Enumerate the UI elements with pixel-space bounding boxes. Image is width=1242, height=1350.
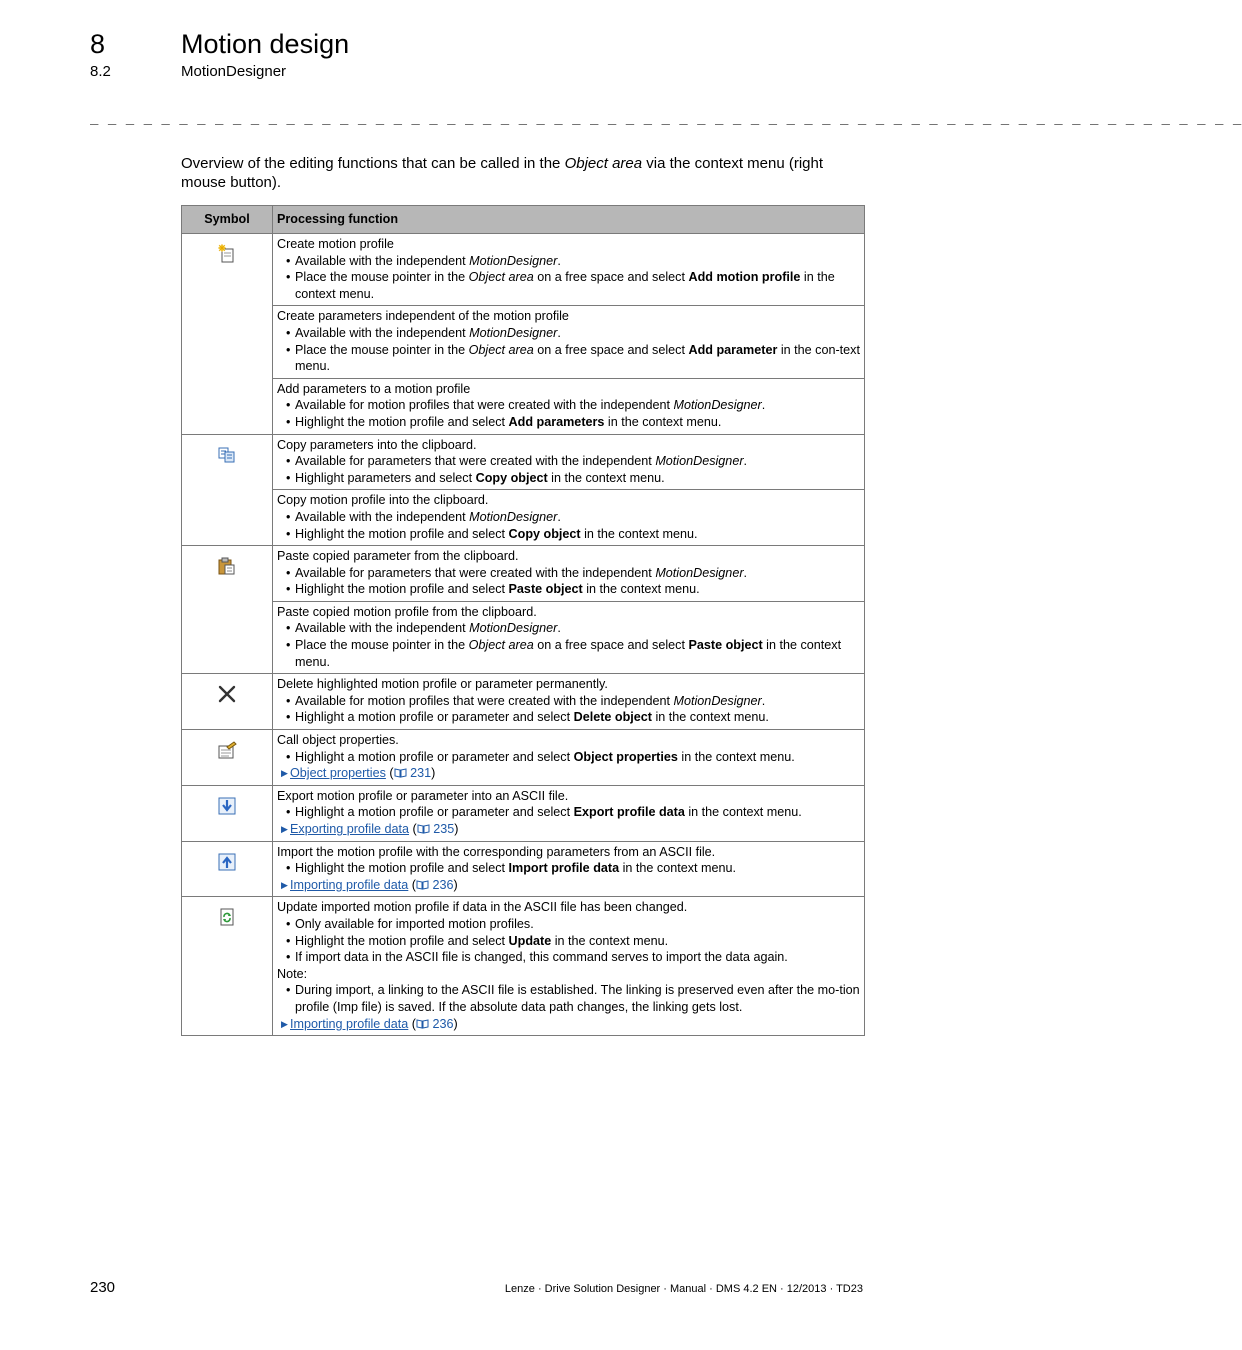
table-row — [182, 490, 865, 546]
function-update: Update imported motion profile if data in the ASCII file has been changed. • Only available for imported motion profiles. • Highlight the motion profile and select Update in the context menu. • If import data in the ASCII file is changed, this command serves to import the data again. Note: • During import, a linking to the ASCII file is established. The linking is preserved even after the mo-tion profile (Imp file) is saved. If the absolute data path changes, the linking gets lost. ▶ Importing profile data ( 236) — [273, 897, 865, 1036]
symbol-cell — [182, 897, 273, 1036]
delete-icon — [217, 684, 237, 704]
table-row — [182, 601, 865, 673]
paste-icon — [217, 556, 237, 576]
function-paste-motion-profile: Paste copied motion profile from the clipboard. • Available with the independent MotionDesigner. • Place the mouse pointer in the Object area on a free space and select Paste object in the context menu. — [273, 601, 865, 673]
book-icon — [416, 1019, 429, 1029]
function-add-parameters: Add parameters to a motion profile • Available for motion profiles that were created with the independent MotionDesigner. • Highlight the motion profile and select Add parameters in the context menu. — [273, 378, 865, 434]
export-icon — [217, 796, 237, 816]
table-row — [182, 306, 865, 378]
table-row — [182, 897, 865, 1036]
chapter-number: 8 — [90, 29, 106, 59]
table-row — [182, 234, 865, 306]
symbol-cell — [182, 730, 273, 786]
table-row — [182, 841, 865, 897]
book-icon — [417, 824, 430, 834]
header-separator: _ _ _ _ _ _ _ _ _ _ _ _ _ _ _ _ _ _ _ _ _ _ _ _ _ _ _ _ _ _ _ _ _ _ _ _ _ _ _ _ _ _ _ _ _ _ _ _ _ _ _ _ _ _ _ _ _ _ _ _ _ _ _ _ _ — [90, 109, 1242, 125]
link-importing-profile-data[interactable]: Importing profile data — [290, 877, 409, 892]
copy-icon — [217, 445, 237, 465]
function-copy-parameters: Copy parameters into the clipboard. • Available for parameters that were created with the independent MotionDesigner. • Highlight parameters and select Copy object in the context menu. — [273, 434, 865, 490]
symbol-cell — [182, 234, 273, 435]
chapter-title: Motion design — [181, 29, 350, 59]
symbol-cell — [182, 785, 273, 841]
function-paste-parameter: Paste copied parameter from the clipboard. • Available for parameters that were created with the independent MotionDesigner. • Highlight the motion profile and select Paste object in the context menu. — [273, 546, 865, 602]
new-motion-profile-icon — [217, 244, 237, 264]
table-row — [182, 434, 865, 490]
symbol-cell — [182, 841, 273, 897]
function-object-properties: Call object properties. • Highlight a motion profile or parameter and select Object properties in the context menu. ▶ Object properties ( 231) — [273, 730, 865, 786]
function-copy-motion-profile: Copy motion profile into the clipboard. • Available with the independent MotionDesigner. • Highlight the motion profile and select Copy object in the context menu. — [273, 490, 865, 546]
function-create-parameters: Create parameters independent of the motion profile • Available with the independent MotionDesigner. • Place the mouse pointer in the Object area on a free space and select Add parameter in the con-text menu. — [273, 306, 865, 378]
column-header-function: Processing function — [273, 206, 865, 234]
table-header-row — [182, 206, 865, 234]
page-number: 230 — [90, 1279, 116, 1296]
properties-icon — [217, 740, 237, 760]
table-row — [182, 730, 865, 786]
import-icon — [217, 852, 237, 872]
function-import: Import the motion profile with the corresponding parameters from an ASCII file. • Highlight the motion profile and select Import profile data in the context menu. ▶ Importing profile data ( 236) — [273, 841, 865, 897]
section-number: 8.2 — [90, 63, 111, 80]
update-icon — [217, 907, 237, 927]
intro-text: Overview of the editing functions that can be called in the Object area via the context menu (right mouse button). — [181, 155, 824, 191]
table-row — [182, 546, 865, 602]
link-exporting-profile-data[interactable]: Exporting profile data — [290, 822, 410, 836]
link-object-properties[interactable]: Object properties — [290, 766, 386, 781]
section-title: MotionDesigner — [181, 63, 287, 80]
table-row — [182, 378, 865, 434]
link-importing-profile-data-2[interactable]: Importing profile data — [290, 1016, 409, 1031]
table-row — [182, 674, 865, 730]
function-export: Export motion profile or parameter into an ASCII file. • Highlight a motion profile or parameter and select Export profile data in the context menu. ▶ Exporting profile data ( 235) — [273, 785, 865, 841]
symbol-cell — [182, 434, 273, 546]
function-create-motion-profile: Create motion profile • Available with the independent MotionDesigner. • Place the mouse pointer in the Object area on a free space and select Add motion profile in the context menu. — [273, 234, 865, 306]
book-icon — [416, 880, 429, 890]
document-info: Lenze · Drive Solution Designer · Manual · DMS 4.2 EN · 12/2013 · TD23 — [504, 1283, 863, 1295]
editing-functions-table — [181, 205, 865, 1036]
column-header-symbol: Symbol — [182, 206, 273, 234]
symbol-cell — [182, 674, 273, 730]
table-row — [182, 785, 865, 841]
function-delete: Delete highlighted motion profile or parameter permanently. • Available for motion profiles that were created with the independent MotionDesigner. • Highlight a motion profile or parameter and select Delete object in the context menu. — [273, 674, 865, 730]
symbol-cell — [182, 546, 273, 674]
book-icon — [394, 768, 407, 778]
